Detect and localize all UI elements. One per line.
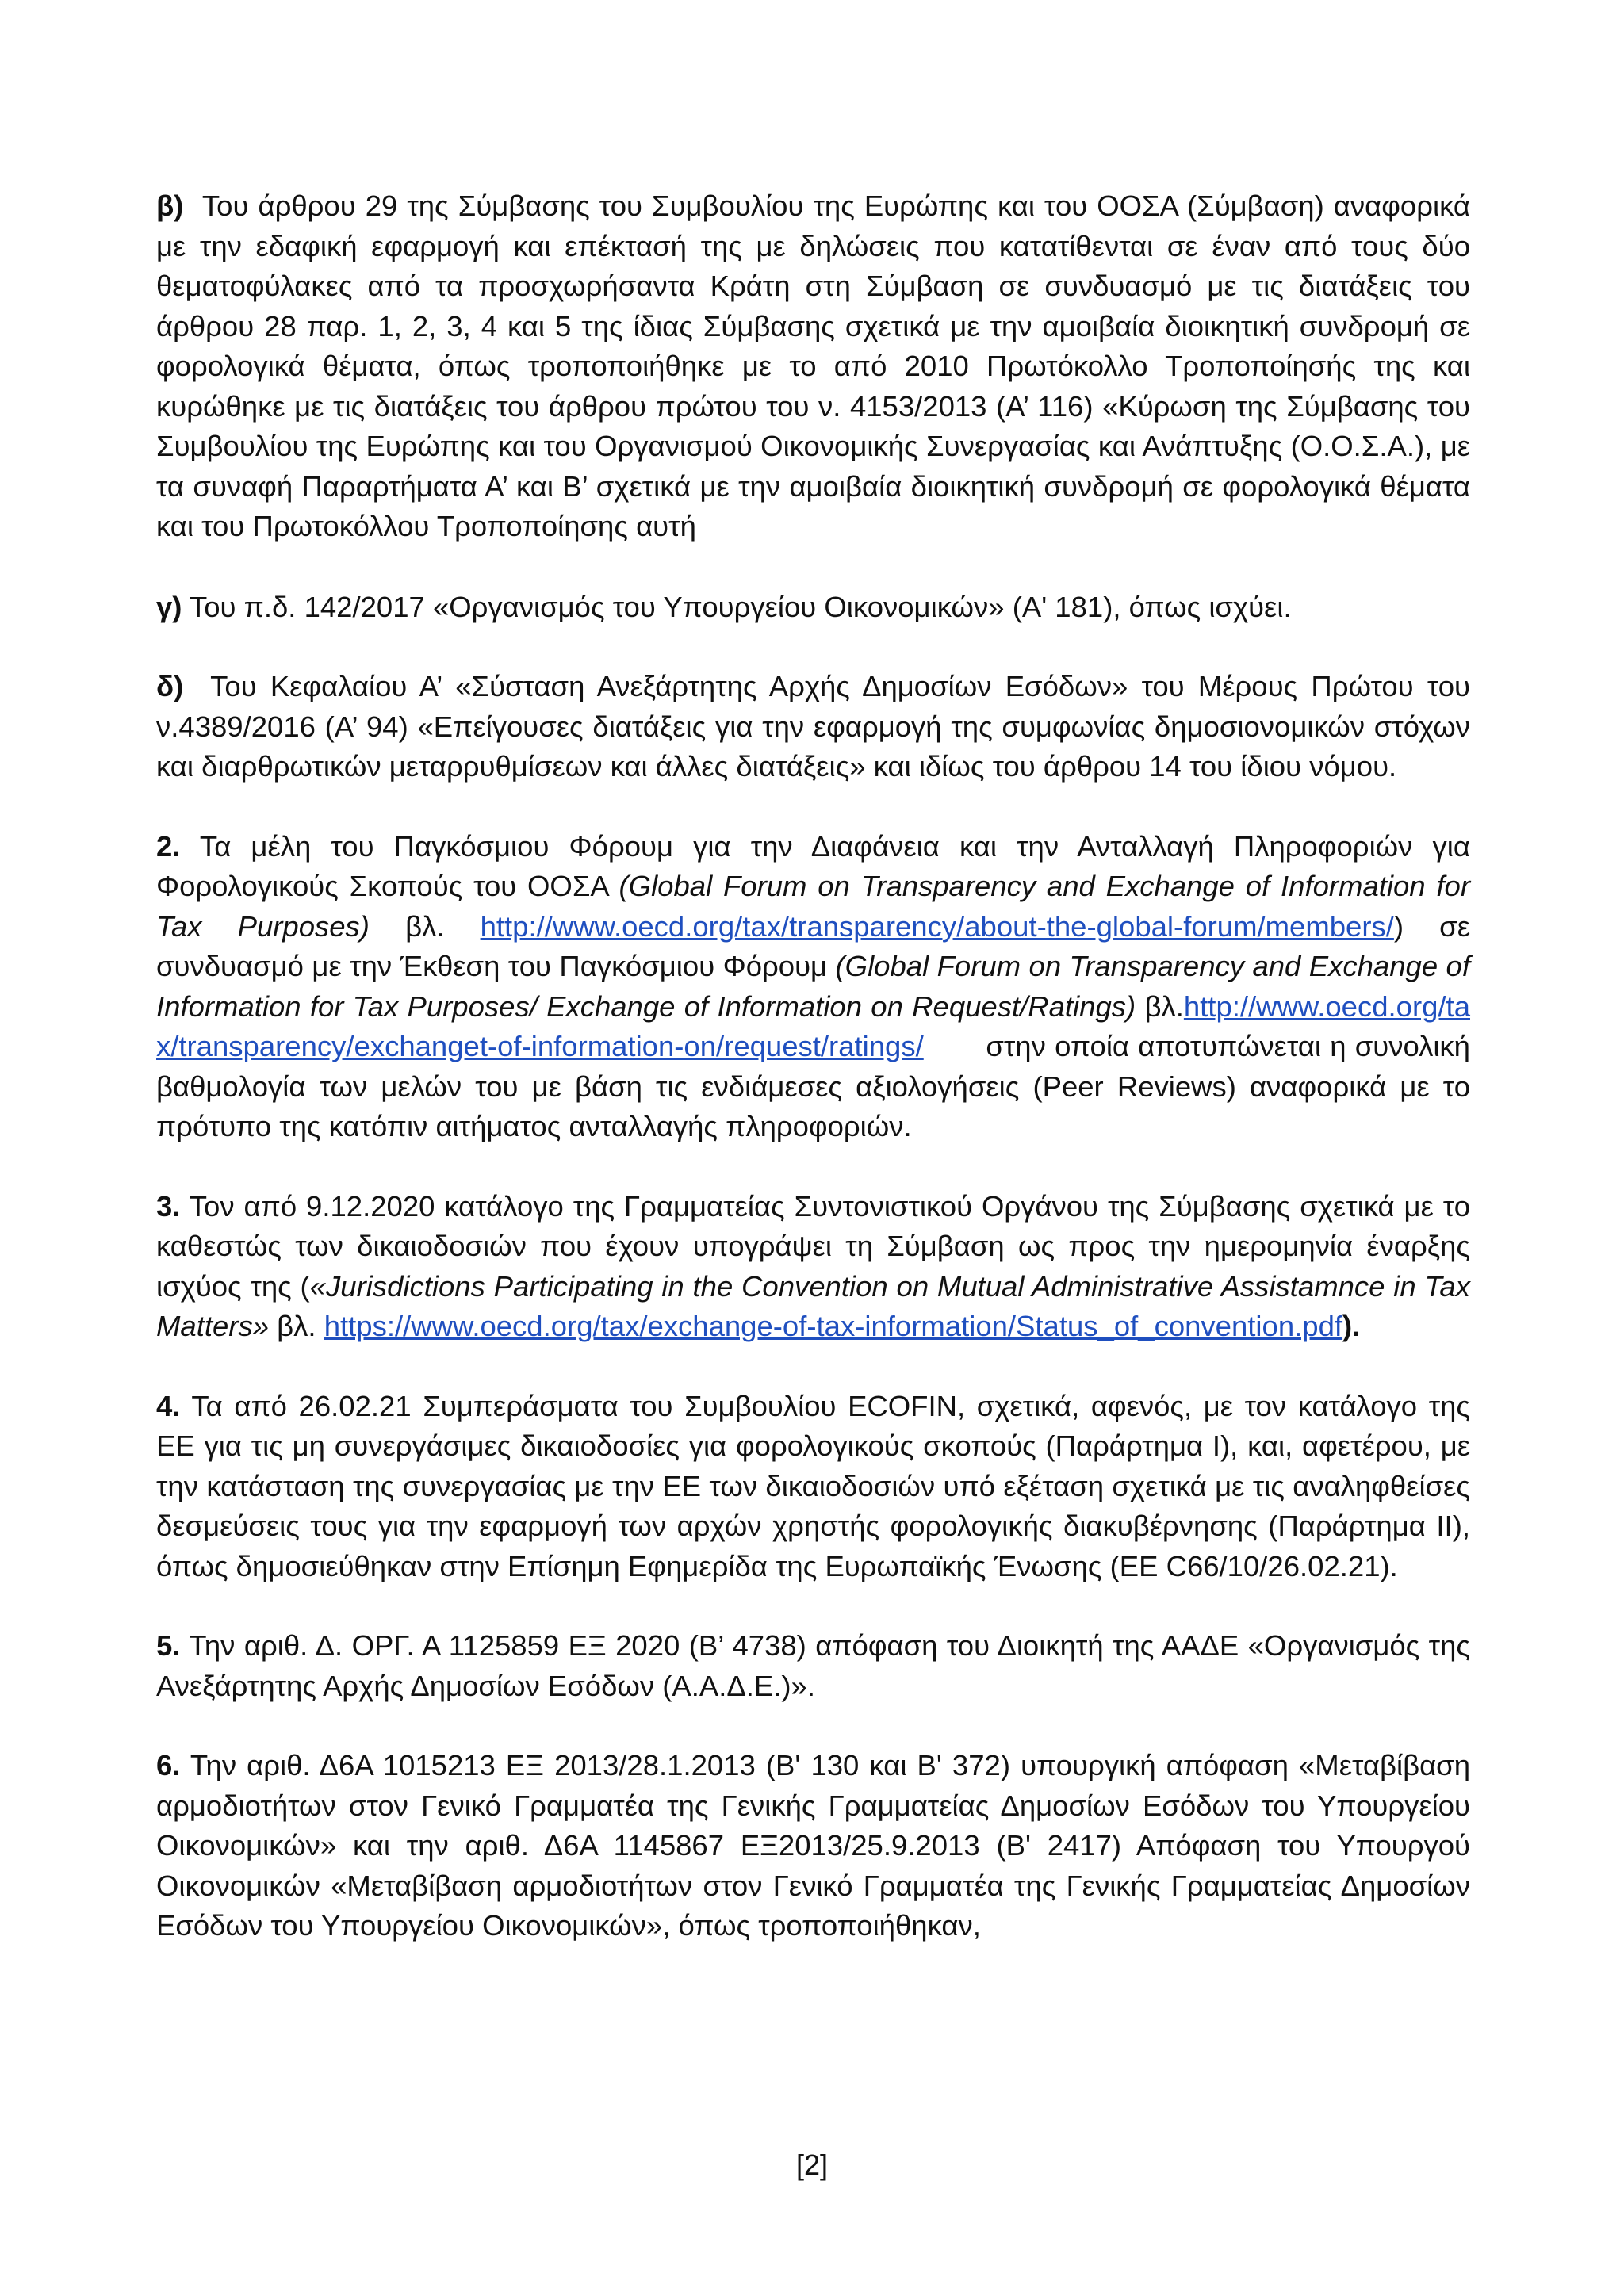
paragraph-italic-text: (Global Forum on Transparency and Exchange of Information for Tax Purposes/ Exchange of Information on Request/Ratings) bbox=[156, 950, 1470, 1023]
paragraph-text: Του π.δ. 142/2017 «Οργανισμός του Υπουργείου Οικονομικών» (Α' 181), όπως ισχύει. bbox=[189, 590, 1292, 623]
paragraph-italic-text: (Global Forum on Transparency and Exchange of Information for Tax Purposes) bbox=[156, 870, 1470, 943]
paragraph-label: 3. bbox=[156, 1189, 181, 1223]
status-of-convention-link[interactable]: https://www.oecd.org/tax/exchange-of-tax-information/Status_of_convention.pdf bbox=[324, 1310, 1343, 1342]
paragraph-label: δ) bbox=[156, 670, 184, 702]
paragraph-delta bbox=[156, 667, 1470, 787]
paragraph-6 bbox=[156, 1746, 1470, 1946]
paragraph-4 bbox=[156, 1387, 1470, 1587]
paragraph-text: ). bbox=[1342, 1310, 1361, 1342]
paragraph-beta bbox=[156, 186, 1470, 547]
paragraph-text: βλ. bbox=[405, 909, 445, 943]
paragraph-text: Τα από 26.02.21 Συμπεράσματα του Συμβουλίου ECOFIN, σχετικά, αφενός, με τον κατάλογο της ΕΕ για τις μη συνεργάσιμες δικαιοδοσίες για φορολογικούς σκοπούς (Παράρτημα Ι), και, αφετέρου, με την κατάσταση της συνεργασίας με την ΕΕ των δικαιοδοσιών υπό εξέταση σχετικά με τις αναληφθείσες δεσμεύσεις τους για την εφαρμογή των αρχών χρηστής φορολογικής διακυβέρνησης (Παράρτημα ΙΙ), όπως δημοσιεύθηκαν στην Επίσημη Εφημερίδα της Ευρωπαϊκής Ένωσης (ΕΕ C66/10/26.02.21). bbox=[156, 1389, 1470, 1582]
paragraph-text: ) σε συνδυασμό με την Έκθεση του Παγκόσμιου Φόρουμ bbox=[156, 909, 1470, 982]
paragraph-label: 4. bbox=[156, 1389, 181, 1422]
paragraph-5 bbox=[156, 1626, 1470, 1706]
paragraph-2 bbox=[156, 827, 1470, 1147]
paragraph-label: γ) bbox=[156, 590, 182, 623]
paragraph-gamma bbox=[156, 587, 1470, 628]
ratings-link[interactable]: http://www.oecd.org/tax/transparency/exchanget-of-information-on/request/ratings/ bbox=[156, 989, 1470, 1062]
paragraph-text: Την αριθ. Δ. ΟΡΓ. Α 1125859 ΕΞ 2020 (Β’ 4738) απόφαση του Διοικητή της ΑΑΔΕ «Οργανισμός της Ανεξάρτητης Αρχής Δημοσίων Εσόδων (Α.Α.Δ.Ε.)». bbox=[156, 1629, 1470, 1702]
paragraph-label: 5. bbox=[156, 1629, 181, 1662]
page-number: [2] bbox=[795, 2149, 829, 2181]
paragraph-text: Του άρθρου 29 της Σύμβασης του Συμβουλίου της Ευρώπης και του ΟΟΣΑ (Σύμβαση) αναφορικά με την εδαφική εφαρμογή και επέκτασή της με δηλώσεις που κατατίθενται σε έναν από τους δύο θεματοφύλακες από τα προσχωρήσαντα Κράτη στη Σύμβαση σε συνδυασμό με τις διατάξεις του άρθρου 28 παρ. 1, 2, 3, 4 και 5 της ίδιας Σύμβασης σχετικά με την αμοιβαία διοικητική συνδρομή σε φορολογικά θέματα, όπως τροποποιήθηκε με το από 2010 Πρωτόκολλο Τροποποίησής της και κυρώθηκε με τις διατάξεις του άρθρου πρώτου του ν. 4153/2013 (Α’ 116) «Κύρωση της Σύμβασης του Συμβουλίου της Ευρώπης και του Οργανισμού Οικονομικής Συνεργασίας και Ανάπτυξης (Ο.Ο.Σ.Α.), με τα συναφή Παραρτήματα Α’ και Β’ σχετικά με την αμοιβαία διοικητική συνδρομή σε φορολογικά θέματα και του Πρωτοκόλλου Τροποποίησης αυτή bbox=[156, 189, 1471, 542]
paragraph-text: Του Κεφαλαίου Α’ «Σύσταση Ανεξάρτητης Αρχής Δημοσίων Εσόδων» του Μέρους Πρώτου του ν.4389/2016 (Α’ 94) «Επείγουσες διατάξεις για την εφαρμογή της συμφωνίας δημοσιονομικών στόχων και διαρθρωτικών μεταρρυθμίσεων και άλλες διατάξεις» και ιδίως του άρθρου 14 του ίδιου νόμου. bbox=[156, 670, 1470, 783]
paragraph-text: βλ. bbox=[277, 1310, 316, 1342]
paragraph-text: στην οποία αποτυπώνεται η συνολική βαθμολογία των μελών του με βάση τις ενδιάμεσες αξιολογήσεις (Peer Reviews) αναφορικά με το πρότυπο της κατόπιν αιτήματος ανταλλαγής πληροφοριών. bbox=[156, 1030, 1470, 1142]
paragraph-label: 6. bbox=[156, 1749, 181, 1781]
paragraph-label: β) bbox=[156, 189, 184, 222]
paragraph-3 bbox=[156, 1187, 1470, 1347]
paragraph-text: βλ. bbox=[1144, 989, 1184, 1023]
paragraph-text: Τον από 9.12.2020 κατάλογο της Γραμματείας Συντονιστικού Οργάνου της Σύμβασης σχετικά με το καθεστώς των δικαιοδοσιών που έχουν υπογράψει τη Σύμβαση ως προς την ημερομηνία έναρξης ισχύος της ( bbox=[156, 1189, 1470, 1303]
paragraph-text: Τα μέλη του Παγκόσμιου Φόρουμ για την Διαφάνεια και την Ανταλλαγή Πληροφοριών για Φορολογικούς Σκοπούς του ΟΟΣΑ bbox=[156, 829, 1471, 902]
global-forum-members-link[interactable]: http://www.oecd.org/tax/transparency/about-the-global-forum/members/ bbox=[480, 909, 1394, 943]
paragraph-italic-text: «Jurisdictions Participating in the Convention on Mutual Administrative Assistamnce in Tax Matters» bbox=[156, 1269, 1470, 1342]
paragraph-label: 2. bbox=[156, 829, 181, 863]
document-body bbox=[156, 186, 1470, 1986]
paragraph-text: Την αριθ. Δ6Α 1015213 ΕΞ 2013/28.1.2013 (Β' 130 και Β' 372) υπουργική απόφαση «Μεταβίβαση αρμοδιοτήτων στον Γενικό Γραμματέα της Γενικής Γραμματείας Δημοσίων Εσόδων του Υπουργείου Οικονομικών» και την αριθ. Δ6Α 1145867 ΕΞ2013/25.9.2013 (Β' 2417) Απόφαση του Υπουργού Οικονομικών «Μεταβίβαση αρμοδιοτήτων στον Γενικό Γραμματέα της Γενικής Γραμματείας Δημοσίων Εσόδων του Υπουργείου Οικονομικών», όπως τροποποιήθηκαν, bbox=[156, 1749, 1470, 1942]
